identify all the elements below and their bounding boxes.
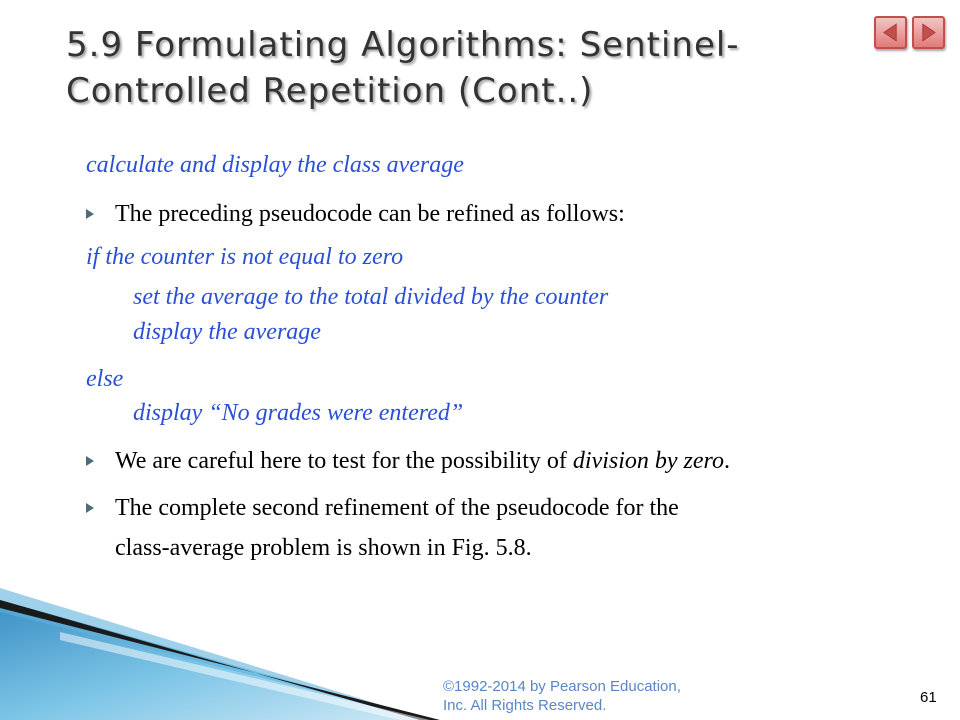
triangle-right-icon — [914, 18, 943, 47]
division-by-zero-emphasis: division by zero — [572, 448, 724, 474]
bullet-refinement-intro: The preceding pseudocode can be refined as follows: — [115, 201, 625, 227]
pseudocode-display-average: display the average — [133, 319, 321, 345]
next-slide-button[interactable] — [912, 16, 945, 49]
pseudocode-else: else — [86, 366, 124, 392]
bullet-arrow-icon — [86, 503, 94, 513]
bullet-division-by-zero — [115, 446, 730, 476]
footer-copyright-line-2: Inc. All Rights Reserved. — [443, 697, 607, 714]
triangle-left-icon — [876, 18, 905, 47]
pseudocode-if-counter: if the counter is not equal to zero — [86, 244, 404, 270]
pseudocode-calculate-average: calculate and display the class average — [86, 152, 464, 178]
slide-title — [66, 22, 856, 114]
slide-number: 61 — [920, 689, 937, 706]
pseudocode-display-no-grades: display “No grades were entered” — [133, 400, 464, 426]
slide-title-line-1: 5.9 Formulating Algorithms: Sentinel- — [66, 25, 740, 65]
prev-slide-button[interactable] — [874, 16, 907, 49]
footer-copyright — [443, 677, 713, 715]
bullet-arrow-icon — [86, 456, 94, 466]
bullet-second-refinement-line-2: class-average problem is shown in Fig. 5.8. — [115, 535, 532, 561]
bullet-second-refinement-line-1: The complete second refinement of the pseudocode for the — [115, 495, 679, 521]
slide-title-line-2: Controlled Repetition (Cont..) — [66, 71, 594, 111]
bullet-division-period: . — [724, 448, 730, 474]
footer-copyright-line-1: ©1992-2014 by Pearson Education, — [443, 678, 681, 695]
bullet-arrow-icon — [86, 209, 94, 219]
pseudocode-set-average: set the average to the total divided by the counter — [133, 284, 609, 310]
bullet-division-text: We are careful here to test for the possibility of — [115, 448, 573, 474]
